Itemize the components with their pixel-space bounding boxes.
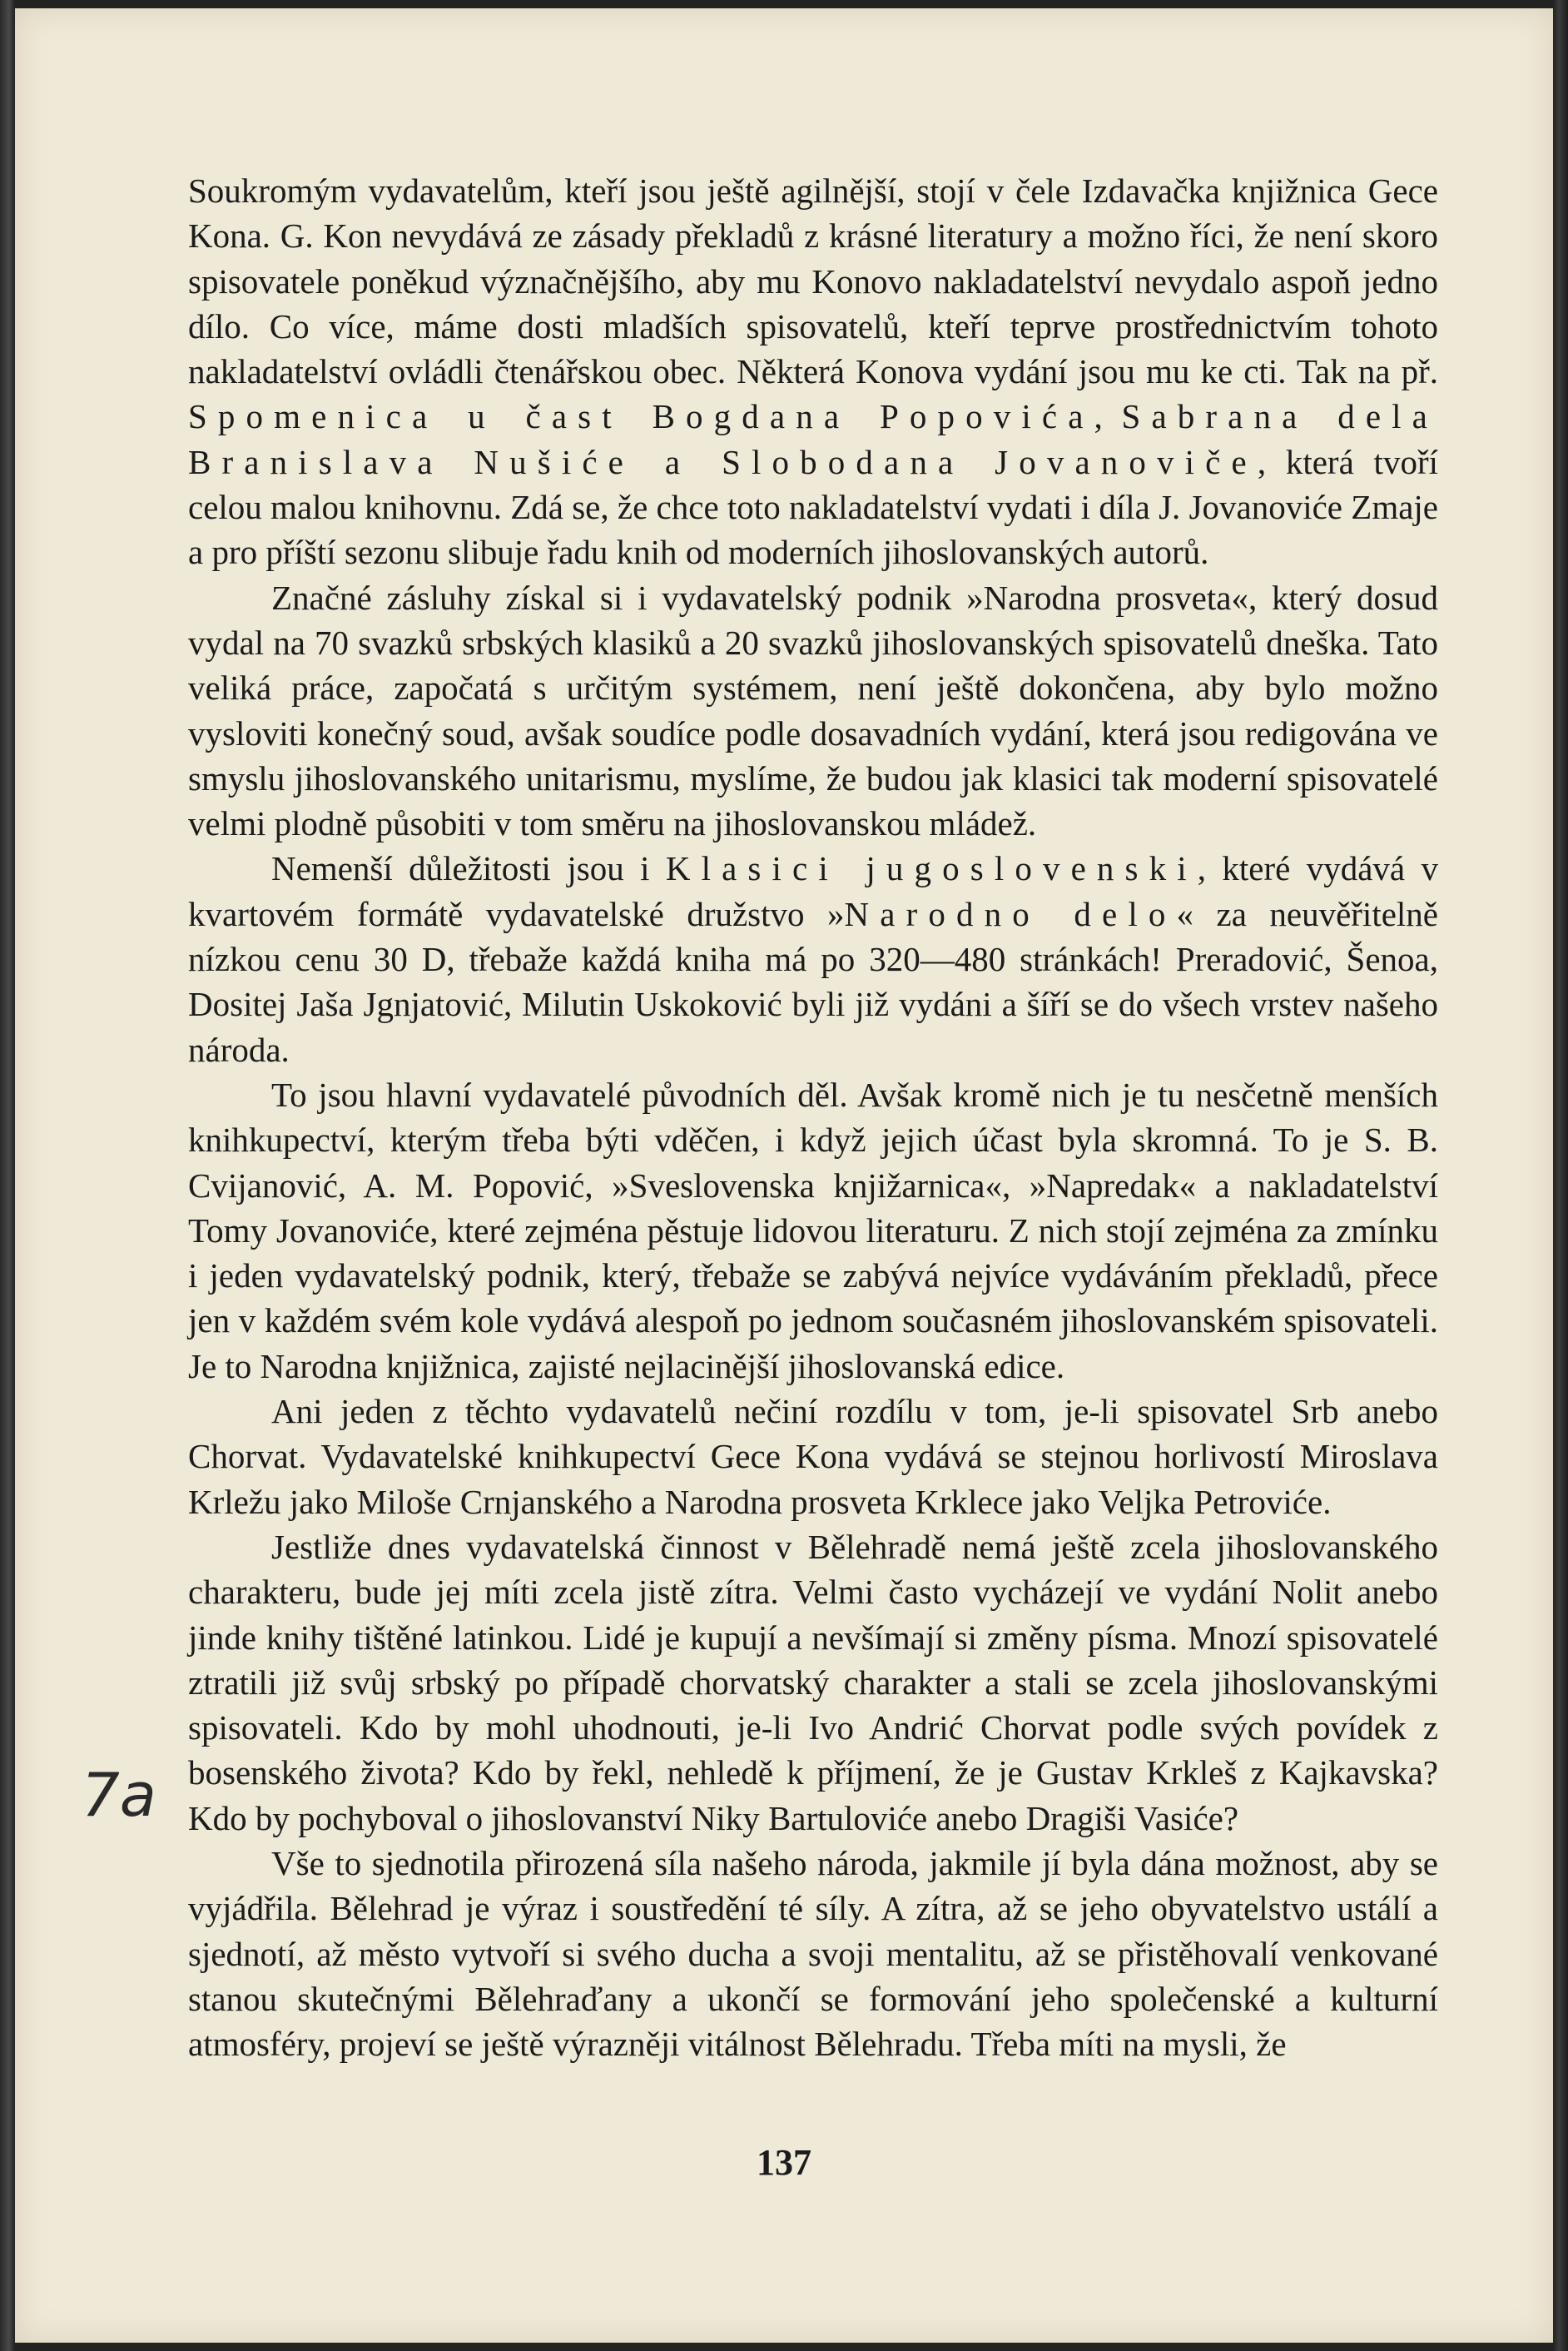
body-text: [188, 168, 1438, 2066]
text-run: To jsou hlavní vydavatelé původních děl. Avšak kromě nich je tu nesčetně menších knihkupectví, kterým třeba býti vděčen, i když jejich účast byla skromná. To je S. B. Cvijanović, A. M. Popović, »Sveslovenska knjižarnica«, »Napredak« a nakladatelství Tomy Jovanoviće, které zejména pěstuje lidovou literaturu. Z nich stojí zejména za zmínku i jeden vydavatelský podnik, který, třebaže se zabývá nejvíce vydáváním překladů, přece jen v každém svém kole vydává alespoň po jednom současném jihoslovanském spisovateli. Je to Narodna knjižnica, zajisté nejlacinější jihoslovanská edice.: [188, 1075, 1438, 1385]
scan-edge-right: [1553, 0, 1568, 2351]
text-run: , která tvoří celou malou knihovnu. Zdá se, že chce toto nakladatelství vydati i díla J. Jovanoviće Zmaje a pro příští sezonu slibuje řadu knih od moderních jihoslovanských autorů.: [188, 442, 1438, 572]
spaced-title: Spomenica u čast Bogdana Popovića: [188, 397, 1094, 436]
text-run: ,: [1094, 397, 1122, 436]
spaced-title: Klasici jugoslovenski: [665, 849, 1198, 888]
paragraph: [188, 168, 1438, 575]
text-run: Vše to sjednotila přirozená síla našeho národa, jakmile jí byla dána možnost, aby se vyjádřila. Bělehrad je výraz i soustředění té síly. A zítra, až se jeho obyvatelstvo ustálí a sjednotí, až město vytvoří si svého ducha a svoji mentalitu, až se přistěhovalí venkované stanou skutečnými Bělehraďany a ukončí se formování jeho společenské a kulturní atmosféry, projeví se ještě výrazněji vitálnost Bělehradu. Třeba míti na mysli, že: [188, 1843, 1438, 2064]
text-run: Nemenší důležitosti jsou i: [271, 849, 666, 888]
margin-annotation: 7a: [82, 1760, 156, 1830]
paragraph: [188, 1389, 1438, 1524]
paragraph: [188, 1524, 1438, 1841]
text-run: « za neuvěřitelně nízkou cenu 30 D, třebaže každá kniha má po 320—480 stránkách! Preradović, Šenoa, Dositej Jaša Jgnjatović, Milutin Uskoković byli již vydáni a šíří se do všech vrstev našeho národa.: [188, 894, 1438, 1069]
paragraph: [188, 1072, 1438, 1389]
text-run: Jestliže dnes vydavatelská činnost v Bělehradě nemá ještě zcela jihoslovanského charakteru, bude jej míti zcela jistě zítra. Velmi často vycházejí ve vydání Nolit anebo jinde knihy tištěné latinkou. Lidé je kupují a nevšímají si změny písma. Mnozí spisovatelé ztratili již svůj srbský po případě chorvatský charakter a stali se zcela jihoslovanskými spisovateli. Kdo by mohl uhodnouti, je-li Ivo Andrić Chorvat podle svých povídek z bosenského života? Kdo by řekl, nehledě k příjmení, že je Gustav Krkleš z Kajkavska? Kdo by pochyboval o jihoslovanství Niky Bartuloviće anebo Dragiši Vasiće?: [188, 1527, 1438, 1837]
paragraph: [188, 575, 1438, 847]
text-run: Značné zásluhy získal si i vydavatelský podnik »Narodna prosveta«, který dosud vydal na 70 svazků srbských klasiků a 20 svazků jihoslovanských spisovatelů dneška. Tato veliká práce, započatá s určitým systémem, není ještě dokončena, aby bylo možno vysloviti konečný soud, avšak soudíce podle dosavadních vydání, která jsou redigována ve smyslu jihoslovanského unitarismu, myslíme, že budou jak klasici tak moderní spisovatelé velmi plodně působiti v tom směru na jihoslovanskou mládež.: [188, 578, 1438, 843]
book-page: [15, 8, 1553, 2343]
spaced-title: Sabrana dela Branislava Nušiće a Slobodana Jovanoviče: [188, 397, 1438, 481]
text-run: Ani jeden z těchto vydavatelů nečiní rozdílu v tom, je-li spisovatel Srb anebo Chorvat. Vydavatelské knihkupectví Gece Kona vydává se stejnou horlivostí Miroslava Krležu jako Miloše Crnjanského a Narodna prosveta Krklece jako Veljka Petroviće.: [188, 1392, 1438, 1521]
text-run: , které vydává v kvartovém formátě vydavatelské družstvo »: [188, 849, 1438, 933]
paragraph: [188, 1841, 1438, 2066]
spaced-title: Narodno delo: [844, 894, 1177, 933]
scan-edge-left: [0, 0, 15, 2351]
page-number: 137: [757, 2142, 811, 2183]
paragraph: [188, 846, 1438, 1071]
text-run: Soukromým vydavatelům, kteří jsou ještě agilnější, stojí v čele Izdavačka knjižnica Gece Kona. G. Kon nevydává ze zásady překladů z krásné literatury a možno říci, že není skoro spisovatele poněkud význačnějšího, aby mu Konovo nakladatelství nevydalo aspoň jedno dílo. Co více, máme dosti mladších spisovatelů, kteří teprve prostřednictvím tohoto nakladatelství ovládli čtenářskou obec. Některá Konova vydání jsou mu ke cti. Tak na př.: [188, 171, 1438, 391]
